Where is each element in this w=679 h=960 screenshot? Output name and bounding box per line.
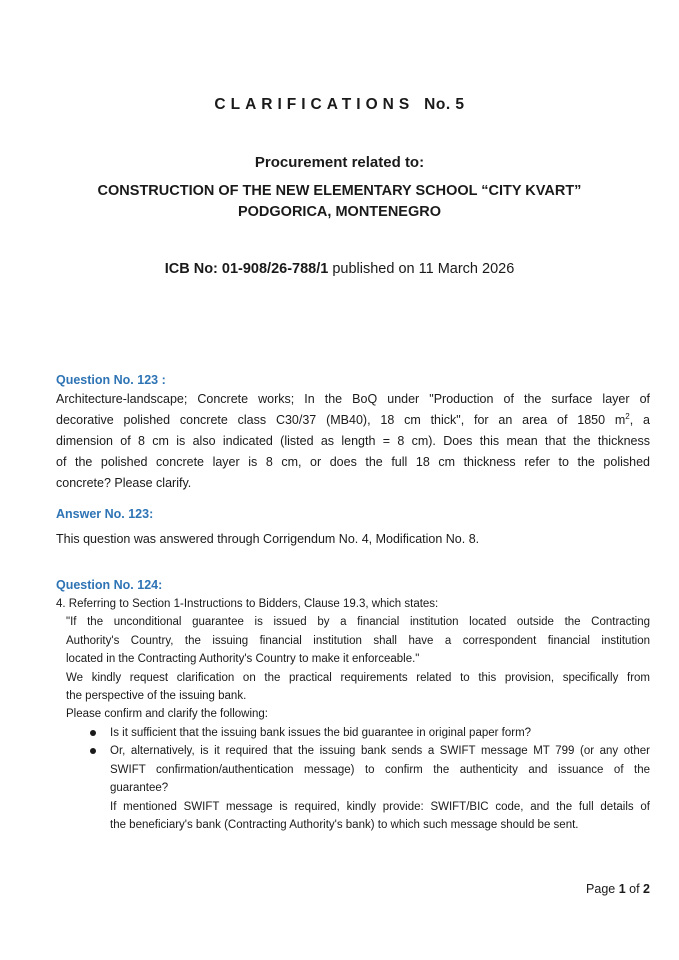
document-title: [0, 96, 679, 114]
question-124-quote: [56, 613, 650, 723]
followup-text: the beneficiary's bank (Contracting Authority's bank) to which such message should be sent.: [110, 819, 579, 832]
bullet-dot-icon: [90, 748, 96, 754]
question-123-line: of the polished concrete layer is 8 cm, or does the full 18 cm thickness refer to the polished: [56, 455, 650, 469]
question-123-line-text: decorative polished concrete class C30/37 (MB40), 18 cm thick", for an area of 1850 m: [56, 413, 626, 427]
answer-123-heading: Answer No. 123:: [56, 507, 154, 521]
question-123-line: concrete? Please clarify.: [56, 476, 192, 490]
question-123-text: [56, 389, 650, 494]
quote-line: located in the Contracting Authority's Country to make it enforceable.": [66, 653, 420, 666]
followup-text: If mentioned SWIFT message is required, kindly provide: SWIFT/BIC code, and the full details of: [110, 800, 650, 813]
title-word: CLARIFICATIONS: [214, 96, 415, 113]
question-124-intro: 4. Referring to Section 1-Instructions to Bidders, Clause 19.3, which states:: [56, 598, 439, 610]
bullet-text: SWIFT confirmation/authentication message) to confirm the authenticity and issuance of the: [110, 763, 650, 776]
bullet-text: guarantee?: [110, 782, 169, 795]
quote-line: "If the unconditional guarantee is issued by a financial institution located outside the Contracting: [66, 616, 650, 629]
page-word: Page: [586, 882, 619, 896]
answer-123-text: [56, 529, 650, 550]
question-124-heading: Question No. 124:: [56, 578, 163, 592]
title-number: No. 5: [424, 96, 465, 113]
answer-123-line: This question was answered through Corrigendum No. 4, Modification No. 8.: [56, 532, 480, 546]
procurement-label: Procurement related to:: [254, 154, 425, 171]
icb-reference: [0, 261, 679, 277]
page-of: of: [625, 882, 644, 896]
question-123-line-tail: , a: [629, 413, 650, 427]
icb-number: ICB No: 01-908/26-788/1: [164, 261, 329, 277]
question-124-bullets: [84, 724, 650, 834]
bullet-text: Or, alternatively, is it required that the issuing bank sends a SWIFT message MT 799 (or any other: [110, 745, 650, 758]
confirm-line: Please confirm and clarify the following:: [66, 708, 268, 721]
bullet-text: Is it sufficient that the issuing bank issues the bid guarantee in original paper form?: [110, 727, 532, 739]
icb-published: published on 11 March 2026: [328, 261, 515, 277]
question-123-line: dimension of 8 cm is also indicated (listed as length = 8 cm). Does this mean that the thickness: [56, 434, 650, 448]
bullet-dot-icon: [90, 730, 96, 736]
question-123-line: Architecture-landscape; Concrete works; In the BoQ under "Production of the surface layer of: [56, 392, 650, 406]
bullet-item: [84, 724, 650, 742]
question-124-text: [56, 595, 650, 724]
page-total: 2: [643, 882, 650, 896]
construction-title-line2: PODGORICA, MONTENEGRO: [237, 204, 441, 220]
question-123-heading: Question No. 123 :: [56, 373, 166, 387]
construction-title-line1: CONSTRUCTION OF THE NEW ELEMENTARY SCHOOL “CITY KVART”: [97, 183, 582, 199]
question-123-line: [56, 410, 650, 431]
page-current: 1: [618, 882, 626, 896]
request-line: We kindly request clarification on the practical requirements related to this provision, specifically from: [66, 671, 650, 684]
bullet-item: [84, 742, 650, 834]
quote-line: Authority's Country, the issuing financial institution shall have a correspondent financial institution: [66, 634, 650, 647]
page-number: [586, 882, 650, 896]
request-line: the perspective of the issuing bank.: [66, 690, 247, 703]
superscript-2: 2: [625, 411, 630, 421]
